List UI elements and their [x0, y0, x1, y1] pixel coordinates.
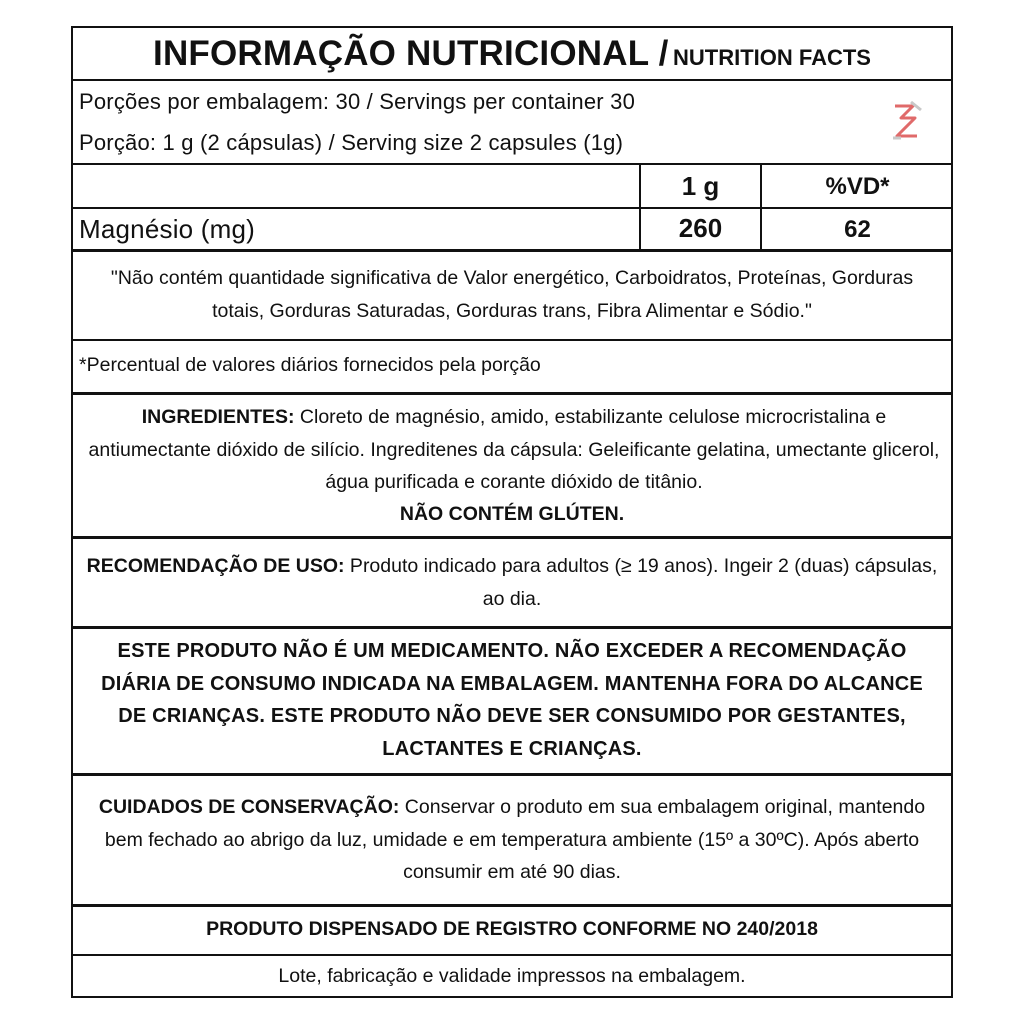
column-header-amount: 1 g [681, 171, 720, 201]
divider [73, 339, 951, 341]
nutrient-name: Magnésio (mg) [79, 214, 255, 244]
daily-value-footnote: *Percentual de valores diários fornecidos pela porção [79, 354, 541, 376]
usage-section [77, 550, 947, 615]
serving-size: Porção: 1 g (2 cápsulas) / Serving size 2 capsules (1g) [79, 130, 624, 155]
registration-statement: PRODUTO DISPENSADO DE REGISTRO CONFORME NO 240/2018 [206, 918, 818, 940]
divider [73, 536, 951, 539]
label-title [73, 34, 951, 74]
servings-per-container: Porções por embalagem: 30 / Servings per container 30 [79, 89, 636, 114]
lot-statement: Lote, fabricação e validade impressos na embalagem. [278, 965, 746, 987]
ingredients-section [87, 401, 941, 499]
divider [73, 163, 951, 165]
title-portuguese: INFORMAÇÃO NUTRICIONAL / [153, 34, 669, 73]
divider [73, 954, 951, 956]
usage-heading: RECOMENDAÇÃO DE USO: [86, 555, 345, 577]
divider [73, 773, 951, 776]
title-english: NUTRITION FACTS [672, 45, 871, 70]
nutrition-label [71, 26, 953, 998]
divider [73, 392, 951, 395]
ingredients-text: Cloreto de magnésio, amido, estabilizante celulose microcristalina e antiumectante dióxido de silício. Ingreditenes da cápsula: Geleificante gelatina, umectante glicerol, água purificada e corante dióxido de titânio. [88, 406, 940, 493]
ingredients-heading: INGREDIENTES: [141, 406, 295, 428]
warning-statement: ESTE PRODUTO NÃO É UM MEDICAMENTO. NÃO EXCEDER A RECOMENDAÇÃO DIÁRIA DE CONSUMO INDICADA NA EMBALAGEM. MANTENHA FORA DO ALCANCE DE CRIANÇAS. ESTE PRODUTO NÃO DEVE SER CONSUMIDO POR GESTANTES, LACTANTES E CRIANÇAS. [101, 640, 923, 760]
divider [73, 626, 951, 629]
brand-logo-icon [887, 98, 925, 142]
nutrient-dv: 62 [844, 216, 871, 243]
column-header-dv: %VD* [825, 173, 890, 200]
divider [73, 207, 951, 209]
gluten-statement: NÃO CONTÉM GLÚTEN. [399, 503, 625, 525]
divider [73, 79, 951, 81]
storage-heading: CUIDADOS DE CONSERVAÇÃO: [98, 796, 400, 818]
divider [73, 249, 951, 252]
divider [73, 904, 951, 907]
usage-text: Produto indicado para adultos (≥ 19 anos). Ingeir 2 (duas) cápsulas, ao dia. [344, 555, 938, 610]
nutrient-amount: 260 [678, 213, 723, 243]
not-significant-note: "Não contém quantidade significativa de Valor energético, Carboidratos, Proteínas, Gorduras totais, Gorduras Saturadas, Gorduras trans, Fibra Alimentar e Sódio." [110, 267, 914, 322]
storage-text: Conservar o produto em sua embalagem original, mantendo bem fechado ao abrigo da luz, umidade e em temperatura ambiente (15º a 30ºC). Após aberto consumir em até 90 dias. [104, 796, 926, 883]
storage-section [83, 791, 941, 889]
